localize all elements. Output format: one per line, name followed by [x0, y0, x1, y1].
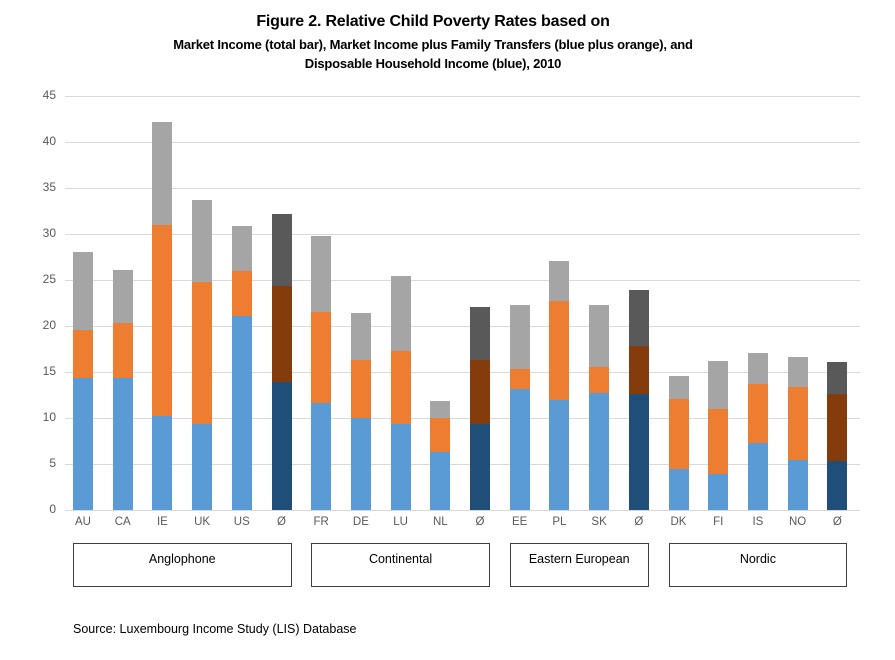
gridline-30 [65, 234, 860, 235]
group-label: Nordic [739, 552, 776, 566]
x-axis-label-avg-1: Ø [475, 516, 485, 528]
segment-disposable [351, 418, 371, 510]
gridline-0 [65, 510, 860, 511]
segment-family-transfers [391, 351, 411, 425]
segment-disposable [589, 393, 609, 510]
bar-stack-avg-0 [272, 214, 292, 510]
x-axis-label-DK: DK [670, 516, 687, 528]
x-axis-label-LU: LU [393, 516, 408, 528]
segment-market-income [549, 261, 569, 301]
bar-stack-DK [669, 376, 689, 510]
x-axis-label-IS: IS [752, 516, 764, 528]
gridline-5 [65, 464, 860, 465]
group-box-nordic [669, 543, 848, 587]
y-axis-tick-label-25: 25 [42, 272, 56, 286]
bar-stack-IE [152, 122, 172, 510]
x-axis-label-avg-2: Ø [634, 516, 644, 528]
y-axis-tick-label-40: 40 [42, 134, 56, 148]
segment-disposable [232, 316, 252, 510]
y-axis-tick-label-0: 0 [49, 502, 56, 516]
x-axis-label-SK: SK [591, 516, 607, 528]
x-axis-label-CA: CA [114, 516, 131, 528]
gridline-35 [65, 188, 860, 189]
segment-family-transfers [629, 346, 649, 394]
segment-family-transfers [549, 301, 569, 399]
segment-family-transfers [113, 323, 133, 377]
segment-market-income [827, 362, 847, 394]
segment-disposable [629, 394, 649, 510]
bar-stack-avg-2 [629, 290, 649, 510]
group-box-eastern-european [510, 543, 649, 587]
segment-disposable [73, 378, 93, 510]
group-label: Continental [368, 552, 433, 566]
chart-title-line-2: Market Income (total bar), Market Income plus Family Transfers (blue plus orange), and [173, 37, 693, 52]
segment-market-income [669, 376, 689, 399]
segment-market-income [73, 252, 93, 330]
segment-market-income [192, 200, 212, 282]
x-axis-label-DE: DE [352, 516, 369, 528]
plot-area [65, 96, 860, 528]
segment-disposable [113, 378, 133, 510]
segment-family-transfers [510, 369, 530, 389]
segment-market-income [311, 236, 331, 312]
segment-disposable [549, 400, 569, 510]
segment-family-transfers [589, 367, 609, 393]
bar-stack-EE [510, 305, 530, 510]
segment-market-income [152, 122, 172, 225]
x-axis-label-avg-3: Ø [832, 516, 842, 528]
segment-family-transfers [351, 360, 371, 418]
bar-stack-avg-1 [470, 307, 490, 510]
gridline-15 [65, 372, 860, 373]
bar-stack-NL [430, 401, 450, 510]
x-axis-label-AU: AU [75, 516, 91, 528]
x-axis-label-NO: NO [788, 516, 807, 528]
segment-disposable [708, 474, 728, 510]
y-axis-tick-label-45: 45 [42, 88, 56, 102]
segment-disposable [669, 469, 689, 510]
group-label: Anglophone [148, 552, 216, 566]
x-axis-label-EE: EE [512, 516, 528, 528]
bar-stack-AU [73, 251, 93, 510]
bar-stack-FI [708, 361, 728, 510]
group-box-anglophone [73, 543, 292, 587]
x-axis-label-PL: PL [552, 516, 567, 528]
x-axis-label-US: US [233, 516, 250, 528]
segment-market-income [113, 270, 133, 323]
bar-stack-SK [589, 305, 609, 510]
bar-stack-UK [192, 200, 212, 510]
segment-family-transfers [272, 286, 292, 382]
chart-title-line-3: Disposable Household Income (blue), 2010 [304, 56, 562, 71]
chart-title-line-1: Figure 2. Relative Child Poverty Rates based on [256, 13, 610, 30]
segment-disposable [391, 424, 411, 510]
segment-family-transfers [748, 384, 768, 443]
segment-disposable [748, 443, 768, 510]
x-axis-label-FR: FR [313, 516, 329, 528]
segment-family-transfers [827, 394, 847, 461]
y-axis-tick-label-5: 5 [49, 456, 56, 470]
segment-market-income [629, 290, 649, 346]
segment-disposable [192, 424, 212, 510]
segment-family-transfers [192, 282, 212, 425]
segment-market-income [748, 353, 768, 384]
gridline-25 [65, 280, 860, 281]
gridline-40 [65, 142, 860, 143]
segment-family-transfers [232, 271, 252, 316]
bar-stack-CA [113, 270, 133, 510]
segment-market-income [589, 305, 609, 368]
segment-disposable [152, 416, 172, 510]
bar-stack-avg-3 [827, 362, 847, 510]
gridline-45 [65, 96, 860, 97]
bar-stack-PL [549, 261, 569, 510]
segment-disposable [788, 460, 808, 510]
segment-family-transfers [311, 312, 331, 403]
bar-stack-DE [351, 313, 371, 510]
group-box-continental [311, 543, 490, 587]
chart-title [0, 13, 866, 71]
segment-market-income [391, 276, 411, 351]
segment-disposable [272, 382, 292, 510]
segment-family-transfers [788, 387, 808, 461]
segment-family-transfers [152, 225, 172, 416]
x-axis-label-IE: IE [156, 516, 168, 528]
segment-market-income [232, 226, 252, 271]
bar-stack-NO [788, 357, 808, 510]
bar-stack-FR [311, 236, 331, 510]
segment-market-income [351, 313, 371, 360]
group-label: Eastern European [528, 552, 630, 566]
segment-market-income [272, 214, 292, 287]
segment-market-income [708, 361, 728, 409]
y-axis-tick-label-30: 30 [42, 226, 56, 240]
y-axis-tick-label-15: 15 [42, 364, 56, 378]
segment-family-transfers [669, 399, 689, 469]
y-axis-tick-label-20: 20 [42, 318, 56, 332]
y-axis-tick-label-35: 35 [42, 180, 56, 194]
segment-family-transfers [73, 330, 93, 378]
x-axis-label-FI: FI [713, 516, 724, 528]
bar-stack-LU [391, 276, 411, 510]
segment-disposable [430, 452, 450, 510]
x-axis-label-NL: NL [432, 516, 448, 528]
source-note: Source: Luxembourg Income Study (LIS) Database [73, 622, 357, 636]
segment-family-transfers [708, 409, 728, 474]
segment-family-transfers [470, 360, 490, 424]
segment-disposable [827, 461, 847, 510]
y-axis-tick-label-10: 10 [42, 410, 56, 424]
segment-disposable [311, 403, 331, 510]
bar-stack-US [232, 226, 252, 510]
segment-disposable [510, 389, 530, 510]
x-axis-label-avg-0: Ø [277, 516, 286, 528]
segment-family-transfers [430, 418, 450, 452]
segment-market-income [470, 307, 490, 360]
gridline-20 [65, 326, 860, 327]
gridline-10 [65, 418, 860, 419]
segment-market-income [430, 401, 450, 418]
segment-market-income [510, 305, 530, 369]
x-axis-label-UK: UK [194, 516, 211, 528]
bar-stack-IS [748, 353, 768, 510]
segment-disposable [470, 424, 490, 510]
segment-market-income [788, 357, 808, 386]
